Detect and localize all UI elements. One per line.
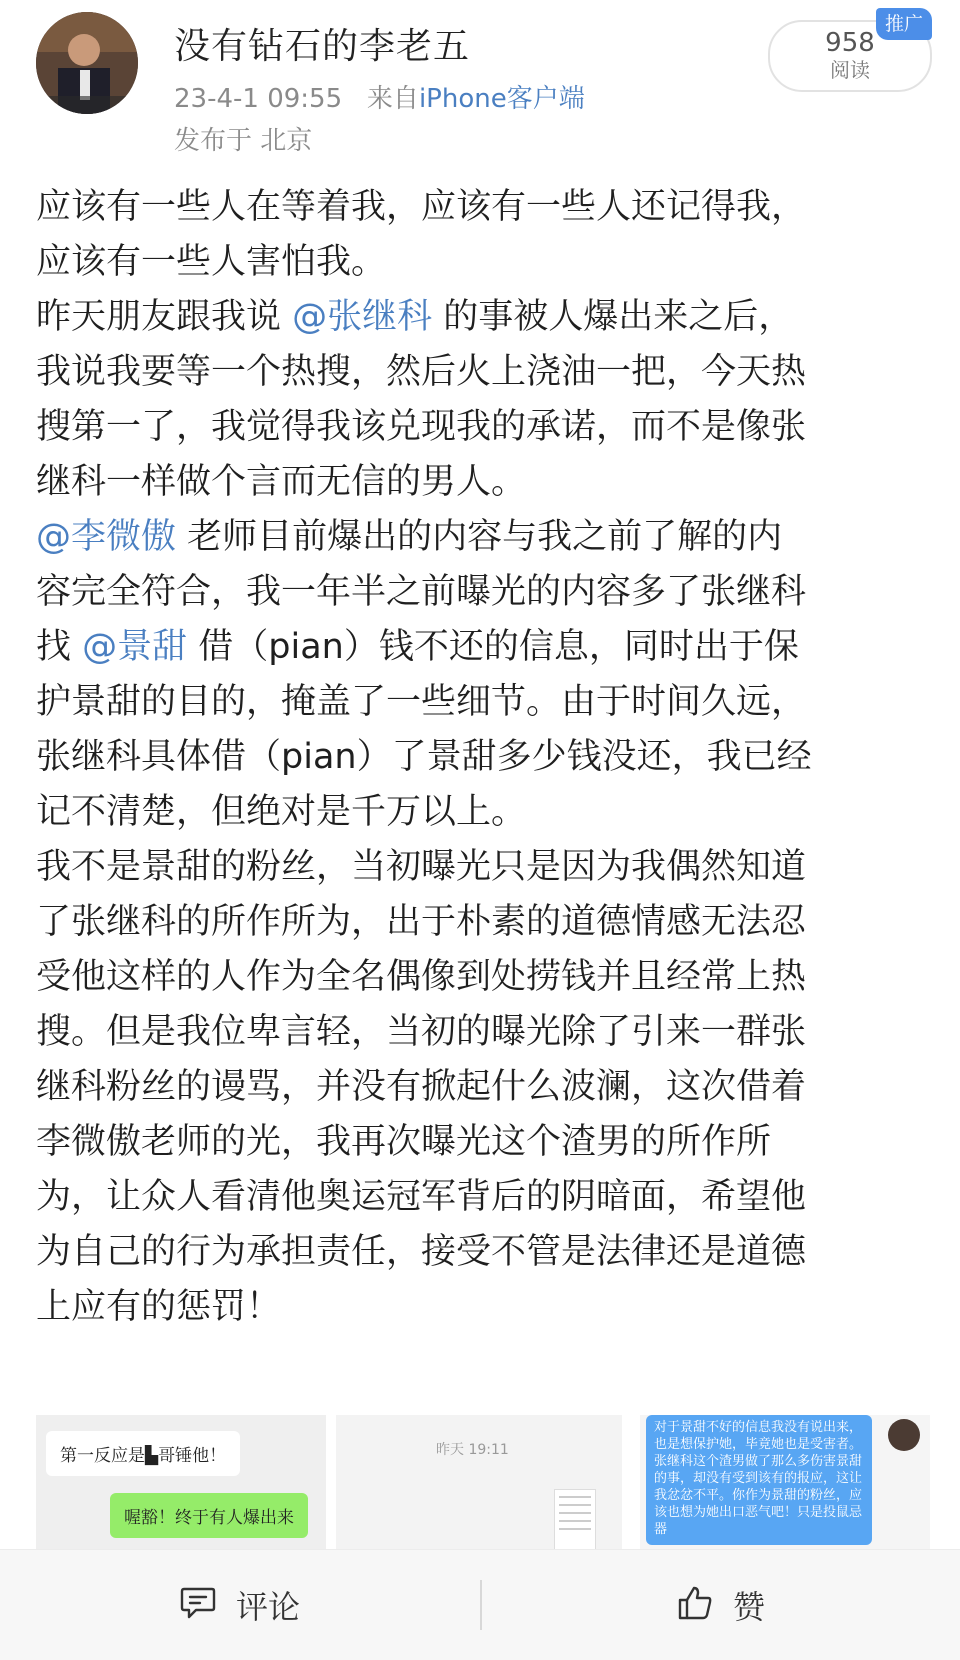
image-gallery bbox=[36, 1415, 930, 1549]
content-line bbox=[36, 1060, 926, 1115]
content-text: 我不是景甜的粉丝，当初曝光只是因为我偶然知道 bbox=[36, 847, 807, 887]
content-text: 搜第一了，我觉得我该兑现我的承诺，而不是像张 bbox=[36, 407, 807, 447]
content-line bbox=[36, 235, 926, 290]
content-line bbox=[36, 565, 926, 620]
content-text: 记不清楚，但绝对是千万以上。 bbox=[36, 792, 527, 832]
chat-bubble-sent: 喔豁！终于有人爆出来 bbox=[110, 1493, 308, 1538]
content-line bbox=[36, 730, 926, 785]
comment-label: 评论 bbox=[235, 1588, 300, 1626]
content-line bbox=[36, 1115, 926, 1170]
content-text: 为，让众人看清他奥运冠军背后的阴暗面，希望他 bbox=[36, 1177, 807, 1217]
content-text: 借（pian）钱不还的信息，同时出于保 bbox=[187, 627, 799, 667]
comment-icon bbox=[180, 1586, 216, 1624]
post-content bbox=[36, 180, 926, 1335]
comment-button[interactable] bbox=[0, 1550, 480, 1660]
content-text: 李微傲老师的光，我再次曝光这个渣男的所作所 bbox=[36, 1122, 772, 1162]
post-source[interactable]: iPhone客户端 bbox=[418, 84, 585, 114]
content-text: 找 bbox=[36, 627, 83, 667]
action-bar bbox=[0, 1549, 960, 1660]
mention-link[interactable]: @张继科 bbox=[292, 297, 433, 337]
mention-link[interactable]: @李微傲 bbox=[36, 517, 177, 557]
screenshot-preview bbox=[554, 1489, 596, 1549]
thumbs-up-icon bbox=[677, 1585, 713, 1625]
post-time: 23-4-1 09:55 bbox=[174, 84, 343, 114]
post-meta bbox=[174, 78, 585, 115]
post-location: 发布于 北京 bbox=[174, 126, 313, 156]
source-prefix: 来自 bbox=[366, 84, 419, 114]
view-count: 958 bbox=[825, 28, 875, 58]
content-text: 老师目前爆出的内容与我之前了解的内 bbox=[176, 517, 783, 557]
username[interactable]: 没有钻石的李老五 bbox=[174, 26, 471, 67]
content-line bbox=[36, 675, 926, 730]
chat-avatar bbox=[888, 1419, 920, 1451]
content-text: 容完全符合，我一年半之前曝光的内容多了张继科 bbox=[36, 572, 807, 612]
content-text: 应该有一些人害怕我。 bbox=[36, 242, 387, 282]
content-line bbox=[36, 840, 926, 895]
content-text: 继科粉丝的谩骂，并没有掀起什么波澜，这次借着 bbox=[36, 1067, 807, 1107]
content-text: 为自己的行为承担责任，接受不管是法律还是道德 bbox=[36, 1232, 807, 1272]
content-line bbox=[36, 1170, 926, 1225]
content-line bbox=[36, 510, 926, 565]
content-text: 应该有一些人在等着我，应该有一些人还记得我， bbox=[36, 187, 807, 227]
like-button[interactable] bbox=[482, 1550, 960, 1660]
promote-badge[interactable]: 推广 bbox=[876, 8, 932, 40]
chat-bubble-received: 第一反应是▙哥锤他！ bbox=[46, 1431, 240, 1476]
content-line bbox=[36, 785, 926, 840]
content-text: 护景甜的目的，掩盖了一些细节。由于时间久远， bbox=[36, 682, 807, 722]
content-line bbox=[36, 1225, 926, 1280]
mention-link[interactable]: @景甜 bbox=[82, 627, 188, 667]
content-text: 我说我要等一个热搜，然后火上浇油一把，今天热 bbox=[36, 352, 807, 392]
content-text: 昨天朋友跟我说 bbox=[36, 297, 293, 337]
user-avatar[interactable] bbox=[36, 12, 138, 114]
content-text: 继科一样做个言而无信的男人。 bbox=[36, 462, 527, 502]
view-count-label: 阅读 bbox=[830, 58, 870, 82]
content-text: 张继科具体借（pian）了景甜多少钱没还，我已经 bbox=[36, 737, 812, 777]
content-line bbox=[36, 895, 926, 950]
content-line bbox=[36, 1005, 926, 1060]
content-line bbox=[36, 400, 926, 455]
content-text: 搜。但是我位卑言轻，当初的曝光除了引来一群张 bbox=[36, 1012, 807, 1052]
content-line bbox=[36, 290, 926, 345]
content-line bbox=[36, 455, 926, 510]
content-text: 上应有的惩罚！ bbox=[36, 1287, 282, 1327]
content-text: 受他这样的人作为全名偶像到处捞钱并且经常上热 bbox=[36, 957, 807, 997]
chat-bubble-blue: 对于景甜不好的信息我没有说出来，也是想保护她，毕竟她也是受害者。张继科这个渣男做了那么多伤害景甜的事，却没有受到该有的报应，这让我忿忿不平。你作为景甜的粉丝，应该也想为她出口恶气吧！只是投鼠忌器 bbox=[646, 1415, 872, 1545]
content-line bbox=[36, 1280, 926, 1335]
post-header bbox=[0, 0, 960, 160]
image-thumbnail-1[interactable] bbox=[36, 1415, 326, 1549]
chat-timestamp: 昨天 19:11 bbox=[436, 1442, 509, 1458]
content-line bbox=[36, 620, 926, 675]
content-text: 了张继科的所作所为，出于朴素的道德情感无法忍 bbox=[36, 902, 807, 942]
image-thumbnail-3[interactable] bbox=[640, 1415, 930, 1549]
content-line bbox=[36, 345, 926, 400]
like-label: 赞 bbox=[732, 1588, 765, 1626]
content-line bbox=[36, 950, 926, 1005]
content-line bbox=[36, 180, 926, 235]
content-text: 的事被人爆出来之后， bbox=[432, 297, 794, 337]
image-thumbnail-2[interactable] bbox=[336, 1415, 622, 1549]
